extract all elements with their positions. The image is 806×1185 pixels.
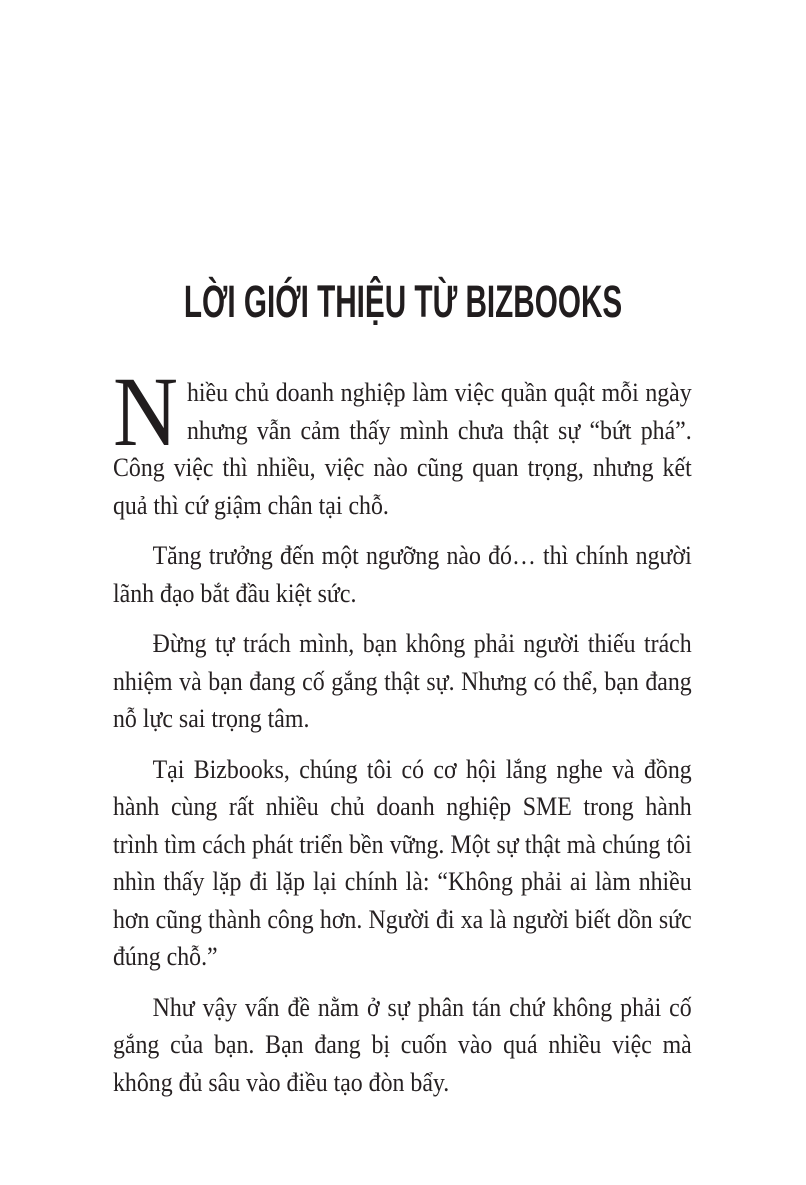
drop-cap: N (113, 356, 178, 467)
paragraph-1-text: hiều chủ doanh nghiệp làm việc quần quật mỗi ngày nhưng vẫn cảm thấy mình chưa thật sự “bứt phá”. Công việc thì nhiều, việc nào cũng quan trọng, nhưng kết quả thì cứ giậm chân tại chỗ. (113, 377, 692, 520)
paragraph-3: Đừng tự trách mình, bạn không phải người thiếu trách nhiệm và bạn đang cố gắng thật sự. Nhưng có thể, bạn đang nỗ lực sai trọng tâm. (113, 628, 692, 733)
chapter-title: LỜI GIỚI THIỆU TỪ BIZBOOKS (183, 276, 623, 327)
body-text-inner (113, 356, 692, 1101)
paragraph-1 (113, 356, 692, 524)
body-text-block (113, 356, 692, 1101)
paragraph-2: Tăng trưởng đến một ngưỡng nào đó… thì chính người lãnh đạo bắt đầu kiệt sức. (113, 540, 692, 608)
chapter-heading-container (0, 0, 806, 327)
paragraph-5: Như vậy vấn đề nằm ở sự phân tán chứ không phải cố gắng của bạn. Bạn đang bị cuốn vào quá nhiều việc mà không đủ sâu vào điều tạo đòn bẩy. (113, 991, 692, 1097)
paragraph-4: Tại Bizbooks, chúng tôi có cơ hội lắng nghe và đồng hành cùng rất nhiều chủ doanh nghiệp SME trong hành trình tìm cách phát triển bền vững. Một sự thật mà chúng tôi nhìn thấy lặp đi lặp lại chính là: “Không phải ai làm nhiều hơn cũng thành công hơn. Người đi xa là người biết dồn sức đúng chỗ.” (113, 753, 692, 971)
